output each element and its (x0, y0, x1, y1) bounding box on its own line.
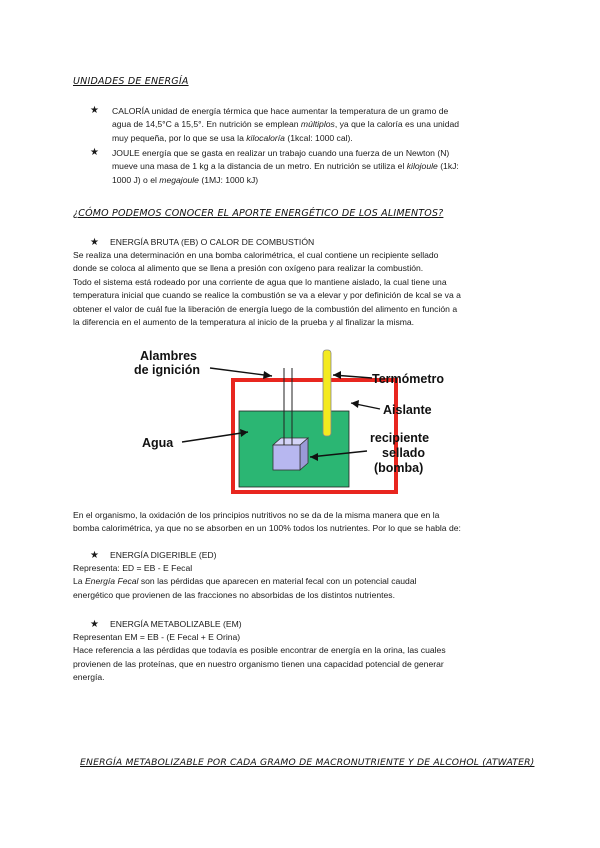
joule-line-2: mueve una masa de 1 kg a la distancia de un metro. En nutrición se utiliza el kilojoule (1kJ: (112, 161, 459, 172)
ed-line-2: energético que provienen de las fracciones no absorbidas de los distintos nutrientes. (73, 589, 395, 600)
joule-line-1: JOULE energía que se gasta en realizar un trabajo cuando una fuerza de un Newton (N) (112, 148, 450, 158)
eb-line: la diferencia en el aumento de la temperatura al inicio de la prueba y al finalizar la misma. (73, 317, 415, 328)
organism-line: bomba calorimétrica, ya que no se absorben en un 100% todos los nutrientes. Por lo que se habla de: (73, 523, 461, 534)
organism-paragraph (73, 509, 533, 536)
ed-paragraph (73, 562, 533, 602)
caloria-line-3: muy pequeña, por lo que se usa la kilocaloría (1kcal: 1000 cal). (112, 132, 353, 143)
joule-line-3: 1000 J) o el megajoule (1MJ: 1000 kJ) (112, 174, 259, 185)
star-bullet-icon: ★ (90, 147, 99, 158)
label-container-1: recipiente (370, 431, 430, 445)
ed-formula: Representa: ED = EB - E Fecal (73, 563, 193, 573)
label-container-2: sellado (382, 446, 426, 460)
organism-line: En el organismo, la oxidación de los principios nutritivos no se da de la misma manera que en la (73, 510, 440, 520)
caloria-line-1: CALORÍA unidad de energía térmica que hace aumentar la temperatura de un gramo de (112, 106, 449, 116)
ed-title: ★ ENERGÍA DIGERIBLE (ED) (90, 550, 217, 561)
caloria-line-2: agua de 14,5°C a 15,5°. En nutrición se emplean múltiplos, ya que la caloría es una unidad (112, 119, 460, 130)
heading-units: UNIDADES DE ENERGÍA (73, 76, 189, 87)
arrow-wires (210, 368, 272, 376)
calorimeter-diagram (130, 340, 480, 500)
label-insulator: Aislante (383, 403, 432, 417)
bomb-front-face (273, 445, 300, 470)
arrowhead-icon (351, 400, 359, 408)
arrow-water (182, 432, 248, 442)
ed-line-1: La Energía Fecal son las pérdidas que aparecen en material fecal con un potencial caudal (73, 576, 417, 587)
star-bullet-icon: ★ (90, 237, 99, 248)
eb-line: Se realiza una determinación en una bomba calorimétrica, el cual contiene un recipiente sellado (73, 250, 439, 260)
label-wires-1: Alambres (140, 349, 197, 363)
label-container-3: (bomba) (374, 461, 424, 475)
eb-line: temperatura inicial que cuando se realice la combustión se va a elevar y por definición de kcal se va a (73, 290, 461, 301)
eb-line: donde se coloca al alimento que se llena a presión con oxígeno para realizar la combustión. (73, 263, 424, 274)
bullet-caloria (90, 105, 550, 145)
star-bullet-icon: ★ (90, 105, 99, 116)
arrowhead-icon (333, 371, 341, 379)
em-title: ★ ENERGÍA METABOLIZABLE (EM) (90, 619, 242, 630)
em-line: energía. (73, 672, 105, 683)
em-formula: Representan EM = EB - (E Fecal + E Orina) (73, 632, 241, 642)
eb-paragraph (73, 249, 533, 329)
em-paragraph (73, 631, 533, 685)
eb-line: Todo el sistema está rodeado por una corriente de agua que lo mantiene aislado, la cual tiene una (73, 276, 447, 287)
eb-title: ★ ENERGÍA BRUTA (EB) O CALOR DE COMBUSTIÓN (90, 237, 315, 248)
thermometer (323, 350, 331, 436)
bullet-joule (90, 147, 550, 187)
star-bullet-icon: ★ (90, 619, 99, 630)
heading-atwater: ENERGÍA METABOLIZABLE POR CADA GRAMO DE MACRONUTRIENTE Y DE ALCOHOL (ATWATER) (80, 757, 535, 768)
heading-question: ¿CÓMO PODEMOS CONOCER EL APORTE ENERGÉTICO DE LOS ALIMENTOS? (73, 208, 444, 219)
arrowhead-icon (263, 371, 272, 379)
star-bullet-icon: ★ (90, 550, 99, 561)
label-wires-2: de ignición (134, 363, 200, 377)
label-thermometer: Termómetro (372, 372, 445, 386)
label-water: Agua (142, 436, 174, 450)
em-line: Hace referencia a las pérdidas que todavía es posible encontrar de energía en la orina, las cuales (73, 645, 446, 656)
em-line: provienen de las proteínas, que en nuestro organismo tienen una capacidad potencial de generar (73, 658, 444, 669)
eb-line: obtener el valor de cuál fue la liberación de energía luego de la combustión del alimento en función a (73, 303, 458, 314)
